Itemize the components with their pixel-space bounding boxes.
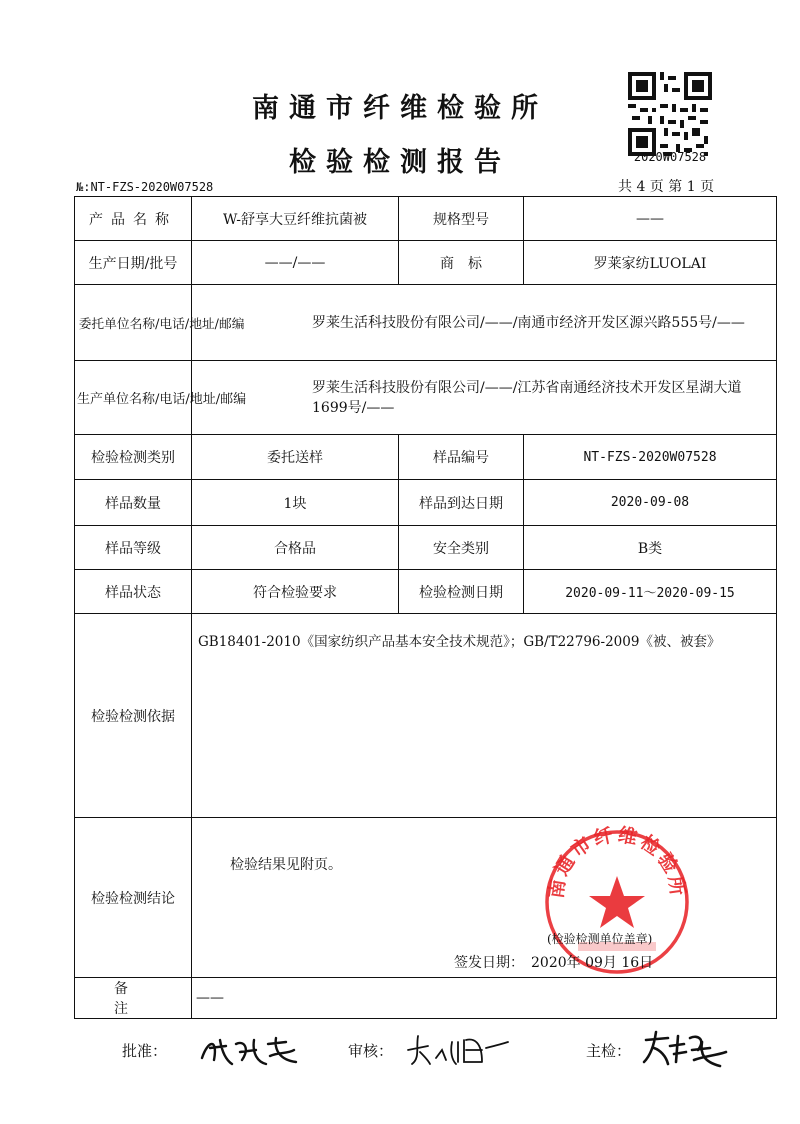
test-type-value: 委托送样 [192, 435, 399, 480]
grade-label: 样品等级 [75, 526, 192, 570]
test-date-value: 2020-09-11～2020-09-15 [524, 570, 777, 614]
qr-code-icon [628, 72, 712, 156]
report-number: №:NT-FZS-2020W07528 [76, 180, 214, 194]
reviewer-signature-icon [402, 1028, 512, 1070]
table-row [75, 480, 777, 526]
conclusion-label: 检验检测结论 [75, 818, 192, 978]
grade-value: 合格品 [192, 526, 399, 570]
product-name-value: W-舒享大豆纤维抗菌被 [192, 197, 399, 241]
safety-value: B类 [524, 526, 777, 570]
client-value: 罗莱生活科技股份有限公司/——/南通市经济开发区源兴路555号/—— [192, 285, 777, 361]
review-label: 审核： [348, 1042, 394, 1060]
quantity-value: 1块 [192, 480, 399, 526]
manufacturer-value: 罗莱生活科技股份有限公司/——/江苏省南通经济技术开发区星湖大道1699号/—— [192, 361, 777, 435]
table-row [75, 361, 777, 435]
product-name-label: 产品名称 [75, 197, 192, 241]
table-row [75, 241, 777, 285]
remarks-value: —— [192, 978, 777, 1019]
test-date-label: 检验检测日期 [399, 570, 524, 614]
state-label: 样品状态 [75, 570, 192, 614]
conclusion-value: 检验结果见附页。 [230, 857, 342, 873]
seal-caption: (检验检测单位盖章) [547, 932, 653, 946]
state-value: 符合检验要求 [192, 570, 399, 614]
qr-caption: 2020W07528 [633, 150, 707, 164]
table-row [75, 435, 777, 480]
test-type-label: 检验检测类别 [75, 435, 192, 480]
spec-value: —— [524, 197, 777, 241]
table-row [75, 978, 777, 1019]
report-title-line1: 南通市纤维检验所 [252, 93, 548, 124]
inspector-signature-icon [640, 1026, 730, 1072]
report-title-line2: 检验检测报告 [289, 147, 511, 178]
arrival-date-label: 样品到达日期 [399, 480, 524, 526]
basis-label: 检验检测依据 [75, 614, 192, 818]
brand-value: 罗莱家纺LUOLAI [524, 241, 777, 285]
spec-label: 规格型号 [399, 197, 524, 241]
brand-label: 商 标 [399, 241, 524, 285]
table-row [75, 818, 777, 978]
production-date-label: 生产日期/批号 [75, 241, 192, 285]
production-date-value: ——/—— [192, 241, 399, 285]
report-table [74, 196, 777, 1019]
table-row [75, 197, 777, 241]
inspect-label: 主检： [586, 1042, 632, 1060]
safety-label: 安全类别 [399, 526, 524, 570]
client-label: 委托单位名称/电话/地址/邮编 [75, 285, 192, 361]
svg-text:南通市纤维检验所: 南通市纤维检验所 [545, 824, 689, 900]
issue-date: 签发日期： 2020年 09月 16日 [454, 955, 654, 971]
approver-signature-icon [196, 1030, 306, 1072]
remarks-label: 备 注 [75, 978, 192, 1019]
table-row [75, 285, 777, 361]
sample-no-label: 样品编号 [399, 435, 524, 480]
table-row [75, 614, 777, 818]
page-count: 共 4 页 第 1 页 [618, 179, 715, 195]
table-row [75, 526, 777, 570]
basis-value: GB18401-2010《国家纺织产品基本安全技术规范》；GB/T22796-2009《被、被套》 [192, 614, 777, 818]
approve-label: 批准： [122, 1042, 168, 1060]
sample-no-value: NT-FZS-2020W07528 [524, 435, 777, 480]
table-row [75, 570, 777, 614]
quantity-label: 样品数量 [75, 480, 192, 526]
arrival-date-value: 2020-09-08 [524, 480, 777, 526]
conclusion-cell [192, 818, 777, 978]
manufacturer-label: 生产单位名称/电话/地址/邮编 [75, 361, 192, 435]
